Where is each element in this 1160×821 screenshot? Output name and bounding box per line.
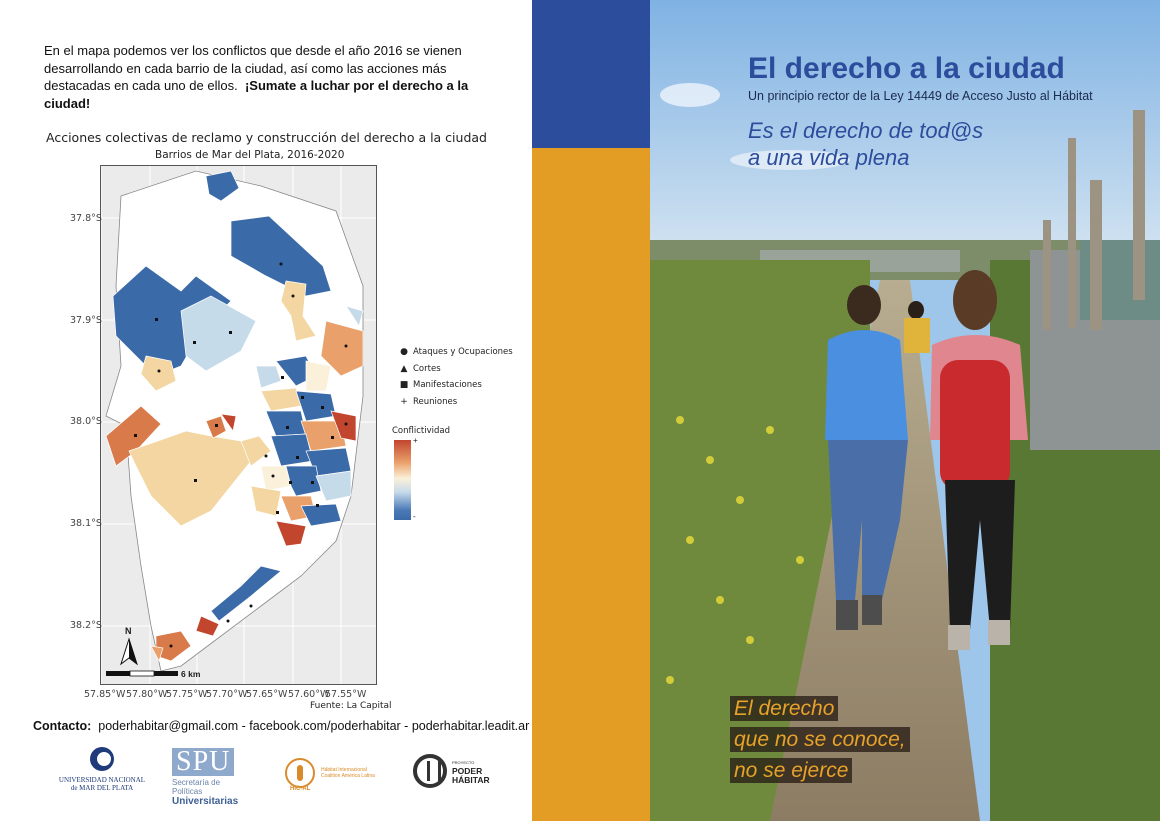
legend-label: Cortes xyxy=(413,363,441,374)
hic-name: Hábitat Internacional Coalition América Latina xyxy=(321,766,375,779)
unmdp-logo xyxy=(56,747,148,803)
north-arrow-icon xyxy=(121,639,137,664)
legend-label: Manifestaciones xyxy=(413,380,482,391)
contact-line xyxy=(33,719,529,733)
x-tick: 57.80°W xyxy=(126,689,168,700)
poder-habitar-logo xyxy=(413,752,495,790)
slogan-line3: no se ejerce xyxy=(730,758,852,783)
legend-item xyxy=(398,344,513,361)
poder-habitar-name xyxy=(452,758,490,785)
orange-stripe xyxy=(532,148,650,821)
unmdp-name: UNIVERSIDAD NACIONAL de MAR DEL PLATA xyxy=(58,776,146,792)
intro-paragraph xyxy=(44,42,514,112)
map-title: Acciones colectivas de reclamo y construcción del derecho a la ciudad xyxy=(46,130,487,145)
map-graphic xyxy=(101,166,377,685)
legend-symbol: ▲ xyxy=(400,363,408,374)
neighborhood-map xyxy=(100,165,377,685)
color-scale-title: Conflictividad xyxy=(392,426,450,436)
hic-emblem-icon xyxy=(285,758,315,788)
poder-habitar-emblem-icon xyxy=(413,754,447,788)
scale-label: 6 km xyxy=(181,669,201,679)
scale-bar xyxy=(106,671,178,676)
x-tick: 57.70°W xyxy=(206,689,248,700)
spu-line1: Secretaría de Políticas xyxy=(172,778,221,796)
x-tick: 57.75°W xyxy=(166,689,208,700)
spu-mark: SPU xyxy=(172,748,234,776)
map-subtitle: Barrios de Mar del Plata, 2016-2020 xyxy=(155,149,345,161)
y-tick: 38.0°S xyxy=(70,416,102,427)
y-tick: 38.2°S xyxy=(70,620,102,631)
cover-title: El derecho a la ciudad xyxy=(748,52,1065,85)
slogan-line1: El derecho xyxy=(730,696,838,721)
map-source: Fuente: La Capital xyxy=(310,701,392,711)
legend-symbol: ■ xyxy=(399,380,409,391)
hic-acronym: HIC-AL xyxy=(290,786,311,792)
legend-label: Ataques y Ocupaciones xyxy=(413,347,513,358)
poder-habitar-line1: PODER xyxy=(452,765,483,776)
x-tick: 57.60°W xyxy=(288,689,330,700)
color-scale-high: + xyxy=(413,436,418,445)
y-tick: 37.9°S xyxy=(70,315,102,326)
blue-stripe xyxy=(532,0,650,148)
legend-symbol: + xyxy=(400,396,408,407)
legend-item xyxy=(398,394,513,411)
intro-callout: ¡Sumate a luchar por el derecho a la ciudad! xyxy=(44,78,469,111)
contact-text[interactable]: poderhabitar@gmail.com - facebook.com/poderhabitar - poderhabitar.leadit.ar xyxy=(98,719,530,733)
legend-symbol: ● xyxy=(400,347,408,358)
x-tick: 57.55°W xyxy=(325,689,367,700)
left-panel xyxy=(0,0,532,821)
map-legend xyxy=(398,344,513,410)
spu-logo xyxy=(172,746,252,807)
x-tick: 57.65°W xyxy=(246,689,288,700)
legend-item xyxy=(398,377,513,394)
spu-line2: Universitarias xyxy=(172,796,239,807)
y-tick: 38.1°S xyxy=(70,518,102,529)
color-scale-bar xyxy=(394,440,411,520)
legend-label: Reuniones xyxy=(413,396,458,407)
intro-text: En el mapa podemos ver los conflictos que desde el año 2016 se vienen desarrollando en cada barrio de la ciudad, así como las acciones más destacadas en cada uno de ellos. xyxy=(44,43,462,93)
north-label: N xyxy=(125,626,132,636)
unmdp-emblem-icon xyxy=(90,747,114,771)
color-scale-low: - xyxy=(413,512,416,521)
poder-habitar-small: PROYECTO xyxy=(452,759,475,765)
y-tick: 37.8°S xyxy=(70,213,102,224)
poder-habitar-line2: HÁBITAR xyxy=(452,774,490,785)
cover-subtitle: Un principio rector de la Ley 14449 de Acceso Justo al Hábitat xyxy=(748,89,1093,103)
legend-item xyxy=(398,361,513,378)
slogan-line2: que no se conoce, xyxy=(730,727,910,752)
contact-label: Contacto: xyxy=(33,719,92,733)
x-tick: 57.85°W xyxy=(84,689,126,700)
cover-tagline-line1: Es el derecho de tod@s xyxy=(748,118,984,143)
cover-tagline-line2: a una vida plena xyxy=(748,145,910,170)
